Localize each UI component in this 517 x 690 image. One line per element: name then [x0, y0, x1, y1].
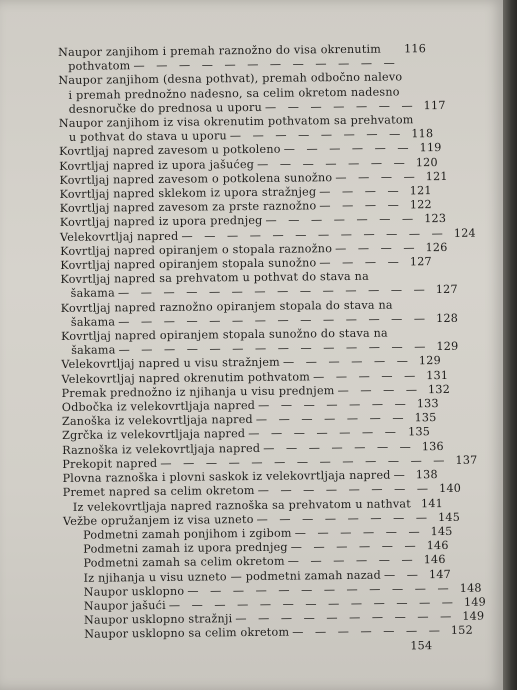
toc-entry-text: Iz njihanja u visu uzneto — podmetni zamah nazad [83, 568, 382, 585]
toc-entry-text: Kovrtljaj napred raznožno opiranjem stopala do stava na [60, 298, 393, 315]
toc-page-number: 122 [409, 198, 432, 212]
toc-page-number: 149 [463, 595, 487, 609]
toc-page-number: 136 [421, 439, 444, 453]
toc-page-number: 138 [415, 468, 438, 482]
toc-entry-text: Prekopit napred [62, 456, 158, 471]
toc-leader: — — — — — — — — — — — — — — [117, 283, 429, 300]
toc-entry-text: Premet napred sa celim okretom [62, 484, 255, 500]
toc-entry-text: Podmetni zamah iz upora prednjeg [83, 540, 288, 556]
toc-entry-text: Kovrtljaj napred iz upora jašućeg [59, 157, 255, 173]
toc-leader: — — — — — — — — [256, 510, 432, 526]
toc-page-number: 117 [423, 98, 446, 112]
toc-page-number: 129 [436, 340, 459, 354]
toc-leader: — — — — — — — [258, 397, 410, 413]
toc-entry-text: Naupor zanjihom i premah raznožno do visa okrenutim [58, 42, 382, 59]
toc-page-number: 128 [436, 311, 459, 325]
toc-leader: — — — — — — [283, 141, 413, 157]
toc-leader: — — — — — — — [248, 425, 400, 441]
toc-entry-text: Kovrtljaj napred opiranjem stopala sunožno do stava na [60, 326, 388, 344]
toc-entry-text: Raznoška iz velekovrtljaja napred [62, 441, 261, 457]
toc-page-number: 121 [409, 184, 432, 198]
toc-entry-text: Kovrtljaj napred zavesom za prste raznožno [59, 199, 317, 216]
toc-entry-text: Kovrtljaj napred sa prehvatom u pothvat do stava na [60, 270, 369, 287]
toc-page-number: 149 [462, 609, 485, 623]
toc-leader: — — — — [319, 198, 403, 213]
toc-leader: — — — — — — [282, 354, 412, 370]
toc-entry-text: Naupor usklopno stražnji [83, 612, 233, 627]
toc-entry-text: šakama [70, 315, 116, 329]
toc-entry-text: Zgrčka iz velekovrtljaja napred [62, 427, 246, 443]
toc-leader: — — — — — — — [255, 411, 408, 427]
toc-page-number: 135 [414, 411, 437, 425]
toc-page-number: 152 [450, 624, 473, 638]
toc-leader: — — — — [337, 383, 422, 397]
toc-leader: — — — — — — — [263, 439, 415, 455]
toc-entry-text: Kovrtljaj napred opiranjem stopala sunožno [60, 256, 317, 273]
toc-entry-text: Podmetni zamah sa celim okretom [83, 554, 285, 571]
toc-leader: — — — — — — [290, 539, 420, 554]
toc-leader: — — — — — — — — [257, 482, 433, 498]
toc-leader: — — — — — — — — — — — — — [168, 595, 458, 612]
toc-entry-text: Naupor zanjihom iz visa okrenutim pothvatom sa prehvatom [58, 113, 414, 131]
toc-leader: — — — — — — — — [229, 127, 405, 143]
toc-page-number: 116 [404, 42, 427, 56]
toc-page-number: 121 [425, 169, 448, 183]
toc-leader: — — — — [335, 241, 419, 255]
toc-entry-text: Kovrtljaj napred zavesom u potkoleno [59, 143, 281, 159]
table-of-contents [58, 42, 487, 657]
toc-page-number: 126 [425, 240, 448, 255]
toc-entry-text: Velekovrtljaj napred [59, 229, 179, 244]
toc-leader: — — — — — — — — — — — — — [160, 453, 449, 470]
toc-entry-text: Kovrtljaj napred opiranjem o stopala raznožno [60, 241, 333, 258]
toc-entry-text: Kovrtljaj napred zavesom o potkolena sunožno [59, 170, 333, 187]
toc-entry-text: Vežbe opružanjem iz visa uzneto [62, 512, 254, 528]
toc-page-number: 135 [408, 425, 431, 439]
toc-entry-text: Kovrtljaj napred sklekom iz upora stražnjeg [59, 185, 317, 202]
toc-page-number: 131 [426, 368, 449, 382]
toc-leader: — — — — — — — — — — — — [181, 226, 447, 243]
toc-leader: — — — — — [312, 368, 420, 384]
toc-entry-text: šakama [70, 286, 116, 301]
toc-page-number: 148 [459, 581, 482, 595]
toc-leader: — — — — — — — — — — — — — — [118, 340, 430, 357]
toc-leader: — — — — [319, 255, 403, 270]
toc-leader: — — — — — — — [265, 212, 418, 228]
toc-entry-text: Velekovrtljaj napred okrenutim pothvatom [61, 370, 311, 386]
toc-entry-text: i premah prednožno nadesno, sa celim okretom nadesno [68, 85, 400, 102]
toc-page-number: 127 [435, 283, 458, 297]
toc-page-number: 132 [427, 382, 451, 397]
toc-entry-text: Premak prednožno iz njihanja u visu prednjem [61, 383, 335, 400]
toc-leader: — — — — — — — [264, 99, 417, 114]
toc-leader: — — — — — — [287, 553, 417, 568]
toc-page-number: 147 [428, 567, 452, 581]
toc-leader: — — — — — — — — — — — — [133, 56, 399, 73]
toc-entry-text: Naupor jašući [83, 598, 166, 613]
toc-entry-text: šakama [71, 343, 116, 358]
toc-entry-text: Odbočka iz velekovrtljaja napred [61, 399, 256, 415]
toc-entry-text: Plovna raznoška i plovni saskok iz velekovrtljaja napred [62, 468, 391, 486]
toc-page-number: 120 [415, 155, 438, 169]
toc-page-number: 127 [409, 255, 432, 269]
toc-leader: — — — — — — — — — — — — — — [118, 311, 430, 329]
toc-leader: — — — — — — — — — — — — [187, 581, 453, 598]
toc-leader: — — — — — — [294, 525, 424, 540]
toc-page-number: 154 [410, 638, 433, 652]
toc-leader: — — — — [319, 184, 403, 199]
toc-leader: — — — — [335, 170, 419, 184]
toc-page-number: 119 [419, 141, 442, 155]
toc-page-number: 141 [420, 496, 444, 510]
toc-page-number: 118 [411, 127, 434, 141]
toc-page-number: 146 [426, 539, 449, 553]
toc-entry-text: pothvatom [68, 59, 131, 74]
toc-page-number: 124 [453, 226, 476, 240]
toc-page-number: 146 [423, 553, 446, 567]
toc-leader: — — — — — — — [292, 624, 444, 639]
toc-entry-text: Iz velekovrtljaja napred raznoška sa prehvatom u nathvat [72, 496, 412, 514]
toc-entry-text: Velekovrtljaj napred u visu stražnjem [61, 356, 281, 372]
toc-leader: — — [383, 567, 423, 582]
toc-page-number: 133 [416, 397, 439, 411]
toc-page-number: 137 [455, 453, 478, 467]
toc-page-number: 145 [430, 524, 453, 539]
toc-entry-text: Naupor zanjihom (desna pothvat), premah odbočno nalevo [58, 70, 403, 88]
toc-leader: — — — — — — — [257, 155, 409, 171]
toc-page-number: 140 [439, 482, 462, 496]
toc-entry-text: Naupor usklopno sa celim okretom [84, 625, 290, 642]
toc-leader [67, 649, 403, 653]
toc-leader: — — — — — — — — — — [235, 609, 456, 626]
toc-page-number: 129 [418, 354, 441, 368]
toc-leader: — [393, 468, 409, 482]
toc-entry-text: u pothvat do stava u uporu [68, 129, 227, 145]
toc-entry-text: Zanoška iz velekovrtljaja napred [61, 413, 253, 429]
toc-page-number: 123 [424, 212, 447, 226]
toc-entry-text: Naupor usklopno [83, 584, 185, 599]
toc-entry-text: Kovrtljaj napred iz upora prednjeg [59, 214, 263, 230]
book-spine-shadow [503, 0, 517, 690]
toc-entry-text: Podmetni zamah ponjihom i zgibom [83, 526, 292, 542]
toc-page-number: 145 [437, 510, 461, 524]
toc-entry-text: desnoručke do prednosa u uporu [68, 100, 263, 116]
